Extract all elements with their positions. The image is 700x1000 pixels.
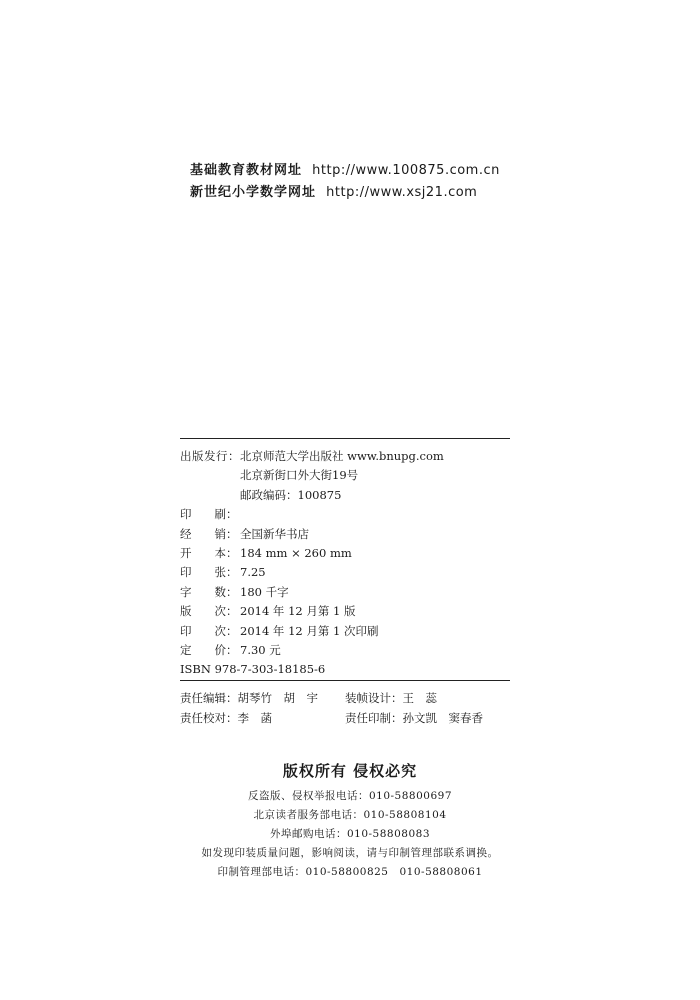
info-label: 印 次：	[180, 623, 238, 638]
credit-row	[180, 708, 510, 728]
reader-service-phone: 北京读者服务部电话：010-58808104	[253, 809, 447, 821]
website-row	[190, 160, 500, 182]
info-label: 定 价：	[180, 642, 238, 657]
info-value: 2014 年 12 月第 1 次印刷	[240, 623, 379, 638]
top-divider	[180, 438, 510, 439]
info-label: 开 本：	[180, 545, 238, 560]
bottom-divider	[180, 680, 510, 681]
publication-info	[180, 447, 444, 680]
info-value: 180 千字	[240, 584, 289, 599]
address-line: 北京新街口外大街19号	[240, 468, 359, 483]
info-label: 印 张：	[180, 565, 238, 580]
copyright-block	[0, 760, 700, 882]
info-row-edition	[180, 602, 444, 621]
info-label: 版 次：	[180, 604, 238, 619]
copyright-title: 版权所有 侵权必究	[282, 762, 418, 780]
website-label: 基础教育教材网址	[190, 163, 303, 178]
info-label: 印 刷：	[180, 507, 238, 522]
info-value: 7.25	[240, 565, 266, 580]
website-label: 新世纪小学数学网址	[190, 185, 317, 200]
proofreader: 责任校对：李 菡	[180, 711, 272, 725]
editor-in-charge: 责任编辑：胡琴竹 胡 宇	[180, 691, 318, 705]
credits-block	[180, 688, 510, 728]
postcode-line: 邮政编码：100875	[240, 487, 342, 502]
info-row-word-count	[180, 583, 444, 602]
info-row-distributor	[180, 525, 444, 544]
piracy-report-phone: 反盗版、侵权举报电话：010-58800697	[247, 790, 453, 802]
info-row-sheets	[180, 563, 444, 582]
cover-design: 装帧设计：王 蕊	[345, 691, 437, 705]
website-row	[190, 182, 500, 204]
publisher-value: 北京师范大学出版社 www.bnupg.com	[240, 449, 444, 463]
website-block	[190, 160, 500, 204]
info-value: 7.30 元	[240, 642, 281, 657]
info-row-printer	[180, 505, 444, 524]
print-supervisor: 责任印制：孙文凯 窦春香	[345, 711, 483, 725]
info-row-format	[180, 544, 444, 563]
info-label: 经 销：	[180, 526, 238, 541]
info-value: 全国新华书店	[240, 526, 309, 541]
website-url: http://www.100875.com.cn	[312, 163, 500, 178]
mail-order-phone: 外埠邮购电话：010-58808083	[269, 828, 431, 840]
print-management-phone: 印制管理部电话：010-58800825 010-58808061	[217, 866, 483, 878]
info-value: 2014 年 12 月第 1 版	[240, 604, 356, 619]
publisher-label: 出版发行：	[180, 449, 240, 463]
credit-row	[180, 688, 510, 708]
website-url: http://www.xsj21.com	[326, 185, 478, 200]
quality-issue-notice: 如发现印装质量问题，影响阅读，请与印制管理部联系调换。	[201, 847, 499, 859]
info-row-price	[180, 641, 444, 660]
info-label: 字 数：	[180, 584, 238, 599]
info-value: 184 mm × 260 mm	[240, 545, 352, 560]
isbn: ISBN 978-7-303-18185-6	[180, 662, 326, 677]
info-row-printing	[180, 622, 444, 641]
publisher-row	[180, 447, 444, 466]
